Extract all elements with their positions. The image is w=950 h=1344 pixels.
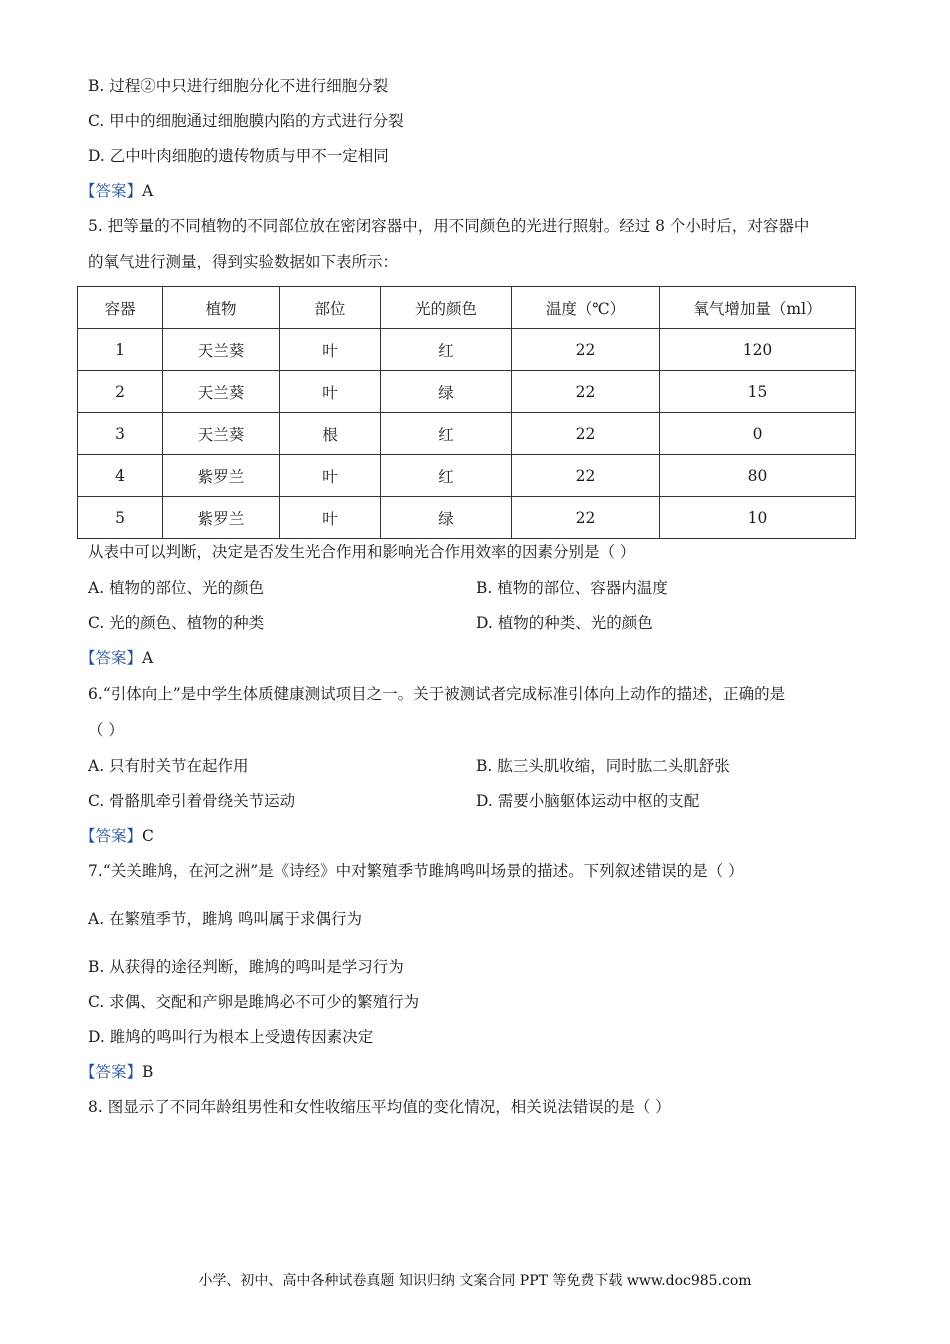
- q5-option-d: D. 植物的种类、光的颜色: [476, 614, 653, 632]
- table-cell: 绿: [381, 497, 512, 539]
- table-cell: 叶: [280, 497, 381, 539]
- q6-stem-line2: （ ）: [88, 721, 124, 739]
- q6-option-a: A. 只有肘关节在起作用: [88, 757, 249, 775]
- q4-answer: [80, 181, 153, 201]
- table-cell: 22: [512, 455, 660, 497]
- table-cell: 紫罗兰: [163, 455, 280, 497]
- q5-option-a: A. 植物的部位、光的颜色: [88, 579, 265, 597]
- table-cell: 4: [78, 455, 163, 497]
- q5-stem-line1: 5. 把等量的不同植物的不同部位放在密闭容器中，用不同颜色的光进行照射。经过 8 个小时后，对容器中: [88, 217, 810, 235]
- table-row: [78, 371, 856, 413]
- q5-answer: [80, 648, 153, 668]
- table-cell: 2: [78, 371, 163, 413]
- q7-option-a: A. 在繁殖季节，雎鸠 鸣叫属于求偶行为: [88, 910, 362, 928]
- table-header-row: [78, 287, 856, 329]
- q7-option-b: B. 从获得的途径判断，雎鸠的鸣叫是学习行为: [88, 958, 404, 976]
- table-cell: 红: [381, 329, 512, 371]
- q7-option-c: C. 求偶、交配和产卵是雎鸠必不可少的繁殖行为: [88, 993, 420, 1011]
- table-row: [78, 455, 856, 497]
- table-cell: 22: [512, 329, 660, 371]
- q6-stem-line1: 6.“引体向上”是中学生体质健康测试项目之一。关于被测试者完成标准引体向上动作的描述，正确的是: [88, 685, 786, 703]
- q6-option-d: D. 需要小脑躯体运动中枢的支配: [476, 792, 700, 810]
- header-cell: 部位: [280, 287, 381, 329]
- table-cell: 叶: [280, 371, 381, 413]
- q6-option-b: B. 肱三头肌收缩，同时肱二头肌舒张: [476, 757, 730, 775]
- table-cell: 根: [280, 413, 381, 455]
- answer-value: A: [142, 182, 154, 200]
- table-cell: 叶: [280, 329, 381, 371]
- answer-value: C: [142, 827, 154, 845]
- table-row: [78, 497, 856, 539]
- table-cell: 天兰葵: [163, 371, 280, 413]
- answer-value: A: [142, 649, 154, 667]
- q6-option-c: C. 骨骼肌牵引着骨绕关节运动: [88, 792, 296, 810]
- table-cell: 0: [660, 413, 856, 455]
- header-cell: 光的颜色: [381, 287, 512, 329]
- table-cell: 紫罗兰: [163, 497, 280, 539]
- table-cell: 叶: [280, 455, 381, 497]
- table-cell: 120: [660, 329, 856, 371]
- q4-option-c: C. 甲中的细胞通过细胞膜内陷的方式进行分裂: [88, 112, 404, 130]
- table-cell: 天兰葵: [163, 329, 280, 371]
- table-cell: 天兰葵: [163, 413, 280, 455]
- answer-label: 【答案】: [80, 1063, 143, 1081]
- q4-option-b: B. 过程②中只进行细胞分化不进行细胞分裂: [88, 77, 389, 95]
- answer-label: 【答案】: [80, 827, 143, 845]
- q5-option-b: B. 植物的部位、容器内温度: [476, 579, 668, 597]
- table-cell: 3: [78, 413, 163, 455]
- table-row: [78, 329, 856, 371]
- table-cell: 红: [381, 455, 512, 497]
- q8-stem: 8. 图显示了不同年龄组男性和女性收缩压平均值的变化情况，相关说法错误的是（ ）: [88, 1098, 671, 1116]
- header-cell: 温度（℃）: [512, 287, 660, 329]
- table-cell: 绿: [381, 371, 512, 413]
- q7-answer: [80, 1062, 153, 1082]
- table-cell: 22: [512, 497, 660, 539]
- table-cell: 22: [512, 413, 660, 455]
- q7-stem: 7.“关关雎鸠，在河之洲”是《诗经》中对繁殖季节雎鸠鸣叫场景的描述。下列叙述错误的是（ ）: [88, 862, 744, 880]
- q4-option-d: D. 乙中叶肉细胞的遗传物质与甲不一定相同: [88, 147, 389, 165]
- table-row: [78, 413, 856, 455]
- q6-answer: [80, 826, 154, 846]
- q7-option-d: D. 雎鸠的鸣叫行为根本上受遗传因素决定: [88, 1028, 374, 1046]
- table-cell: 15: [660, 371, 856, 413]
- table-cell: 80: [660, 455, 856, 497]
- table-cell: 红: [381, 413, 512, 455]
- q5-question: 从表中可以判断，决定是否发生光合作用和影响光合作用效率的因素分别是（ ）: [88, 543, 636, 561]
- page-footer: 小学、初中、高中各种试卷真题 知识归纳 文案合同 PPT 等免费下载 www.doc985.com: [198, 1273, 752, 1289]
- table-cell: 10: [660, 497, 856, 539]
- q5-data-table: [77, 286, 856, 539]
- table-cell: 1: [78, 329, 163, 371]
- header-cell: 氧气增加量（ml）: [660, 287, 856, 329]
- table-cell: 22: [512, 371, 660, 413]
- table-cell: 5: [78, 497, 163, 539]
- answer-label: 【答案】: [80, 182, 143, 200]
- header-cell: 植物: [163, 287, 280, 329]
- q5-stem-line2: 的氧气进行测量，得到实验数据如下表所示：: [88, 253, 399, 271]
- header-cell: 容器: [78, 287, 163, 329]
- answer-value: B: [142, 1063, 154, 1081]
- answer-label: 【答案】: [80, 649, 143, 667]
- q5-option-c: C. 光的颜色、植物的种类: [88, 614, 265, 632]
